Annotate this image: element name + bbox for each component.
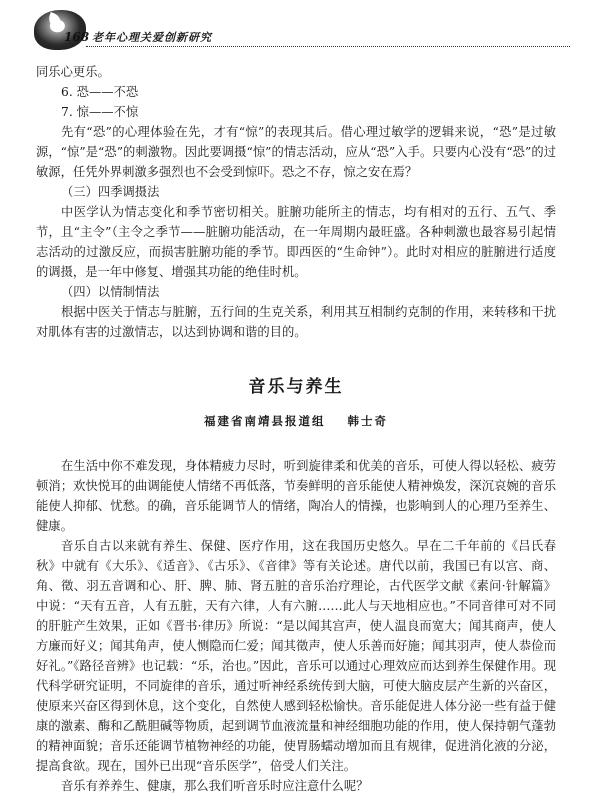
article-byline (36, 412, 556, 430)
paragraph-fear-surprise: 先有“恐”的心理体验在先，才有“惊”的表现其后。借心理过敏学的逻辑来说，“恐”是过敏源，“惊”是“恐”的刺激物。因此要调摄“惊”的情志活动，应从“恐”入手。只要内心没有“恐”的过敏源，任凭外界刺激多强烈也不会受到惊吓。恐之不存，惊之安在焉？ (36, 125, 556, 179)
page-header (0, 0, 600, 56)
header-divider (86, 46, 570, 47)
paragraph-emotion: 根据中医关于情志与脏腑，五行间的生克关系，利用其互相制约克制的作用，来转移和干扰对肌体有害的过激情志，以达到协调和谐的目的。 (36, 305, 556, 339)
article-paragraph: 音乐有养养生、健康，那么我们听音乐时应注意什么呢？ (61, 779, 369, 793)
list-item: 7. 惊——不惊 (61, 105, 139, 119)
page-number: 168 (64, 30, 90, 44)
byline-organization: 福建省南靖县报道组 (203, 414, 326, 428)
paragraph-seasons: 中医学认为情志变化和季节密切相关。脏腑功能所主的情志，均有相对的五行、五气、季节，且“主令”（主令之季节——脏腑功能活动，在一年周期内最旺盛。各种刺激也最容易引起情志活动的过激反应，而损害脏腑功能的季节。即西医的“生命钟”）。此时对相应的脏腑进行适度的调摄，是一年中修复、增强其功能的绝佳时机。 (36, 205, 556, 279)
byline-author: 韩士奇 (347, 414, 388, 428)
article-title: 音乐与养生 (248, 377, 344, 397)
continuation-line: 同乐心更乐。 (36, 65, 110, 79)
list-item: 6. 恐——不恐 (61, 85, 139, 99)
article-paragraph: 音乐自古以来就有养生、保健、医疗作用，这在我国历史悠久。早在二千年前的《吕氏春秋》中就有《大乐》、《适音》、《古乐》、《音律》等有关论述。唐代以前，我国已有以宫、商、角、徵、羽五音调和心、肝、脾、肺、肾五脏的音乐治疗理论，古代医学文献《素问·针解篇》中说：“天有五音，人有五脏，天有六律，人有六腑……此人与天地相应也。”不同音律可对不同的肝脏产生效果，正如《晋书·律历》所说：“是以闻其宫声，使人温良而宽大；闻其商声，使人方廉而好义；闻其角声，使人恻隐而仁爱；闻其徵声，使人乐善而好施；闻其羽声，使人恭俭而好礼。”《路径音辨》也记载：“乐，治也。”因此，音乐可以通过心理效应而达到养生保健作用。现代科学研究证明，不同旋律的音乐，通过听神经系统传到大脑，可使大脑皮层产生新的兴奋区，使原来兴奋区得到休息，这个变化，自然使人感到轻松愉快。音乐能促进人体分泌一些有益于健康的激素、酶和乙酰胆碱等物质，起到调节血液流量和神经细胞功能的作用，使人保持朝气蓬勃的精神面貌；音乐还能调节植物神经的功能，使胃肠蠕动增加而且有规律，促进消化液的分泌，提高食欲。现在，国外已出现“音乐医学”，倍受人们关注。 (36, 539, 556, 773)
article-paragraph: 在生活中你不难发现，身体精疲力尽时，听到旋律柔和优美的音乐，可使人得以轻松、疲劳顿消；欢快悦耳的曲调能使人情绪不再低落，节奏鲜明的音乐能使人精神焕发，深沉哀婉的音乐能使人抑郁、忧愁。的确，音乐能调节人的情绪，陶冶人的情操，也影响到人的心理乃至养生、健康。 (36, 459, 556, 533)
running-title: 老年心理关爱创新研究 (92, 31, 212, 44)
page-body (36, 62, 556, 796)
heading-emotion: （四）以情制情法 (61, 285, 160, 299)
heading-seasons: （三）四季调摄法 (61, 185, 160, 199)
leaf-icon (46, 12, 64, 30)
